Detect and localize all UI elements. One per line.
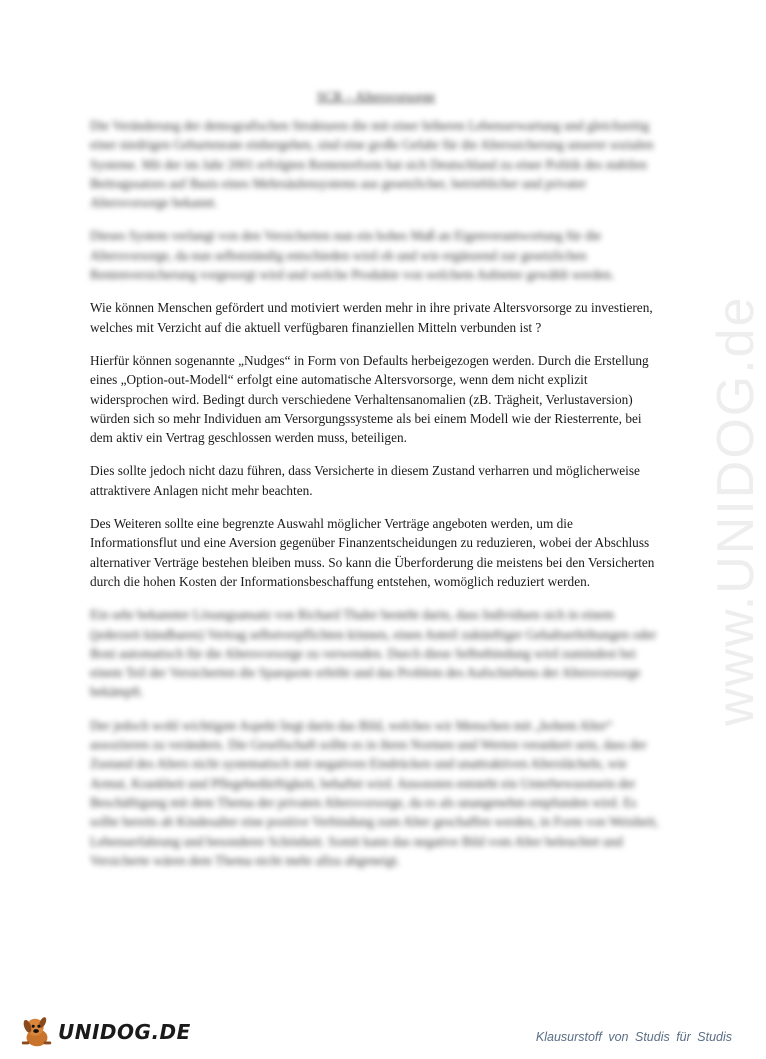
paragraph-5: Dies sollte jedoch nicht dazu führen, dass Versicherte in diesem Zustand verharren und möglicherweise attraktivere Anlagen nicht mehr beachten. <box>90 463 640 498</box>
logo-text: UNIDOG.DE <box>58 1020 191 1044</box>
footer-slogan: Klausurstoff von Studis für Studis <box>535 1030 732 1044</box>
paragraph-6: Des Weiteren sollte eine begrenzte Auswahl möglicher Verträge angeboten werden, um die Informationsflut und eine Aversion gegenüber Finanzentscheidungen zu reduzieren, wobei der Abschluss alternativer Verträge bestehen bleiben muss. So kann die Überforderung die meistens bei den Versicherten durch die hohen Kosten der Informationsbeschaffung entstehen, womöglich reduziert werden. <box>90 516 655 589</box>
paragraph-1: Die Veränderung der demografischen Strukturen die mit einer höheren Lebenserwartung und gleichzeitig einer niedrigen Geburtenrate einhergehen, sind eine große Gefahr für die Alterssicherung unserer sozialen Systeme. Mit der im Jahr 2001 erfolgten Rentenreform hat sich Deutschland zu einer Politik des stabilen Beitragssatzes auf Basis eines Mehrsäulensystems aus gesetzlicher, betrieblicher und privater Altersvorsorge bekannt. <box>90 118 654 211</box>
paragraph-4: Hierfür können sogenannte „Nudges“ in Form von Defaults herbeigezogen werden. Durch die Erstellung eines „Option-out-Modell“ erfolgt eine automatische Altersvorsorge, wenn dem nicht explizit widersprochen wird. Bedingt durch verschiedene Verhaltensanomalien (zB. Trägheit, Verlustaversion) würden sich so mehr Individuen am Versorgungssysteme als bei einem Modell wie der Riesterrente, bei dem aktiv ein Vertrag geschlossen werden muss, beteiligen. <box>90 352 649 446</box>
paragraph-7: Ein sehr bekannter Lösungsansatz von Richard Thaler besteht darin, dass Individuen sich in einem (jederzeit kündbaren) Vertrag selbstverpflichten können, einen Anteil zukünftiger Gehaltserhöhungen oder Boni automatisch für die Altersvorsorge zu verwenden. Durch diese Selbstbindung wird zumindest bei einem Teil der Versicherten die Sparquote erhöht und das Problem des Aufschiebens der Altersvorsorge bekämpft. <box>90 607 657 700</box>
paragraph-3: Wie können Menschen gefördert und motiviert werden mehr in ihre private Altersvorsorge zu investieren, welches mit Verzicht auf die aktuell verfügbaren finanziellen Mitteln verbunden ist ? <box>90 300 653 335</box>
paragraph-8: Der jedoch wohl wichtigste Aspekt liegt darin das Bild, welches wir Menschen mit „hohem Alter“ assoziieren zu verändern. Die Gesellschaft sollte es in ihren Normen und Werten verankert sein, dass der Zustand des Alters nicht systematisch mit negativen Eindrücken und unattraktiven Alterslächeln, wie Armut, Krankheit und Pflegebedürftigkeit, behaftet wird. Ansonsten entsteht ein Unterbewusstsein der Beschäftigung mit dem Thema der privaten Altersvorsorge, da es als unangenehm empfunden wird. Es sollte bereits ab Kindesalter eine positive Verbindung zum Alter geschaffen werden, in Form von Weisheit, Lebenserfahrung und besonderer Schönheit. Somit kann das negative Bild vom Alter beleuchtet und Versicherte wären dem Thema nicht mehr allzu abgeneigt. <box>90 717 659 868</box>
paragraph-2: Dieses System verlangt von den Versicherten nun ein hohes Maß an Eigenverantwortung für die Altersvorsorge, da nun selbstständig entschieden wird ob und wie ergänzend zur gesetzlichen Rentenversicherung vorgesorgt wird und welche Produkte von welchem Anbieter gewählt werden. <box>90 228 615 283</box>
watermark: www.UNIDOG.de <box>707 295 765 726</box>
document-body <box>90 88 662 884</box>
dog-mascot-icon <box>18 1013 56 1051</box>
unidog-logo[interactable] <box>18 1012 191 1052</box>
document-title: SCR – Altersvorsorge <box>316 89 436 104</box>
